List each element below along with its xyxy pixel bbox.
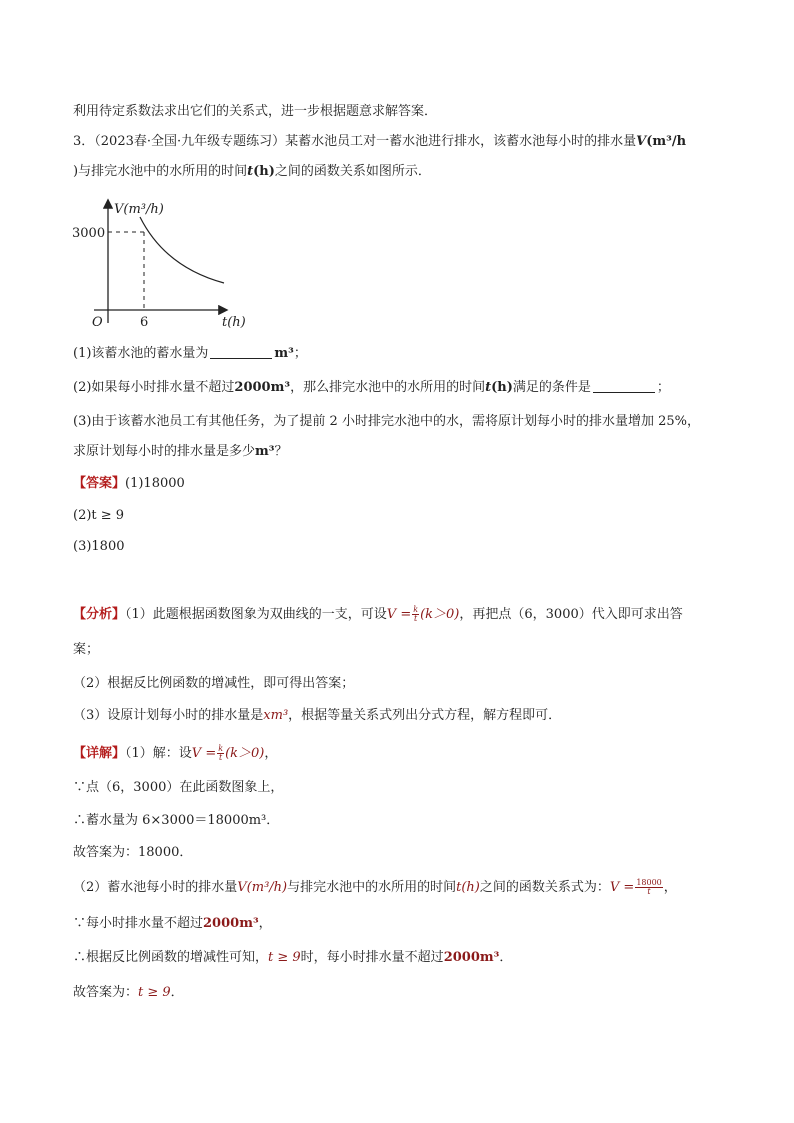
problem-number: 3． [73, 134, 95, 149]
answer-line-3: (3)1800 [73, 539, 125, 554]
fraction-18000-over-t: $\frac{18000}{t}$ [636, 878, 662, 896]
detail-line-1: 【详解】（1）解：设V = $\frac{k}{t}$ (k＞0)， [73, 744, 278, 762]
answer-label: 【答案】 [73, 476, 126, 491]
detail-line-8: 故答案为：t ≥ 9． [73, 985, 184, 1000]
question-1: (1)该蓄水池的蓄水量为 m³； [73, 346, 307, 361]
y-tick-3000: 3000 [72, 226, 106, 241]
detail-line-3: ∴蓄水量为 6×3000＝18000m³． [73, 813, 280, 828]
problem-source: （2023春·全国·九年级专题练习） [94, 134, 286, 149]
x-tick-6: 6 [140, 315, 149, 330]
detail-line-7: ∴根据反比例函数的增减性可知，t ≥ 9时，每小时排水量不超过2000m³． [73, 950, 513, 965]
answer-blank-2[interactable] [593, 379, 655, 393]
intro-text: 利用待定系数法求出它们的关系式，进一步根据题意求解答案． [73, 104, 438, 119]
x-axis-label: t(h) [222, 315, 246, 330]
detail-label: 【详解】 [73, 746, 126, 761]
analysis-line-1: 【分析】（1）此题根据函数图象为双曲线的一支，可设V = $\frac{k}{t}$ (k＞0)，再把点（6，3000）代入即可求出答 [73, 605, 683, 623]
fraction-k-over-t-2: $\frac{k}{t}$ [218, 744, 224, 762]
detail-line-5: （2）蓄水池每小时的排水量V(m³/h)与排完水池中的水所用的时间t(h)之间的函数关系式为：V = $\frac{18000}{t}$ ， [73, 878, 677, 896]
answer-line-1: 【答案】(1)18000 [73, 476, 185, 491]
question-3-line1: (3)由于该蓄水池员工有其他任务，为了提前 2 小时排完水池中的水，需将原计划每小时的排水量增加 25%， [73, 414, 700, 429]
y-axis-label: V(m³/h) [114, 202, 164, 217]
analysis-line-2: 案； [73, 642, 100, 657]
fraction-k-over-t: $\frac{k}{t}$ [413, 605, 419, 623]
problem-stem-line1: 3．（2023春·全国·九年级专题练习）某蓄水池员工对一蓄水池进行排水，该蓄水池每小时的排水量V(m³/h [73, 134, 687, 149]
detail-line-6: ∵每小时排水量不超过2000m³， [73, 916, 272, 931]
analysis-line-4: （3）设原计划每小时的排水量是xm³，根据等量关系式列出分式方程，解方程即可． [73, 708, 562, 723]
function-graph [72, 195, 260, 335]
analysis-line-3: （2）根据反比例函数的增减性，即可得出答案； [73, 676, 355, 691]
answer-line-2: (2)t ≥ 9 [73, 508, 125, 523]
question-3-line2: 求原计划每小时的排水量是多少m³？ [73, 444, 288, 459]
hyperbola-curve [140, 217, 224, 283]
problem-stem-line2: )与排完水池中的水所用的时间t(h)之间的函数关系如图所示． [73, 164, 431, 179]
detail-line-4: 故答案为：18000． [73, 845, 193, 860]
detail-line-2: ∵点（6，3000）在此函数图象上， [73, 780, 284, 795]
analysis-label: 【分析】 [73, 607, 126, 622]
origin-label: O [92, 315, 103, 330]
question-2: (2)如果每小时排水量不超过2000m³，那么排完水池中的水所用的时间t(h)满足的条件是 ； [73, 380, 670, 395]
answer-blank-1[interactable] [210, 345, 272, 359]
